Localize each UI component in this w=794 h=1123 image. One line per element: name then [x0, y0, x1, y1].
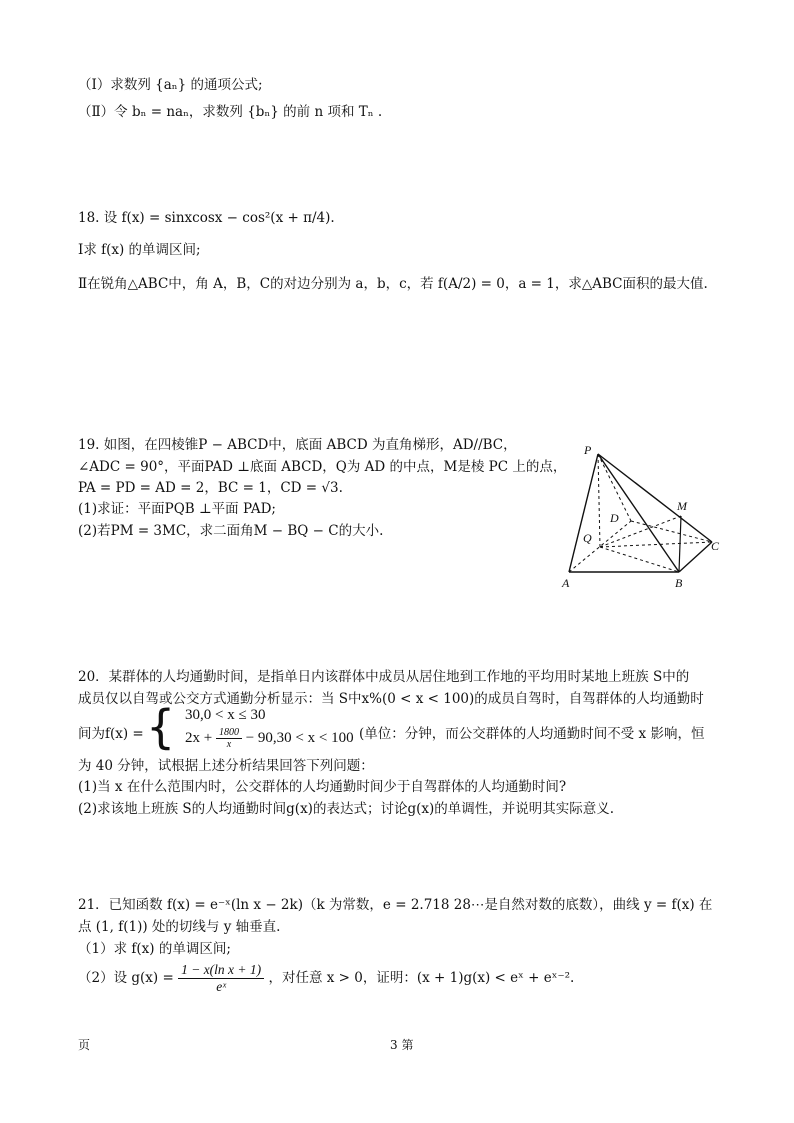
q19-part2: (2)若PM = 3MC，求二面角M − BQ − C的大小.	[78, 523, 384, 539]
q18-part1: Ⅰ求 f(x) 的单调区间;	[78, 242, 201, 258]
q21-part1: （1）求 f(x) 的单调区间;	[78, 941, 231, 957]
q17-part2: （Ⅱ）令 bₙ = naₙ，求数列 {bₙ} 的前 n 项和 Tₙ .	[78, 104, 383, 120]
q19-line2: ∠ADC = 90°，平面PAD ⊥底面 ABCD，Q为 AD 的中点，M是棱 PC 上的点，	[78, 459, 567, 475]
pyramid-figure	[548, 436, 738, 594]
q20-case2-fraction	[216, 727, 242, 750]
q20-case1: 30,0 < x ≤ 30	[185, 707, 266, 723]
q20-suffix: (单位：分钟，而公交群体的人均通勤时间不受 x 影响，恒	[359, 726, 705, 742]
q19-line3: PA = PD = AD = 2，BC = 1，CD = √3.	[78, 480, 343, 496]
label-Q: Q	[583, 531, 592, 545]
q20-case2	[185, 727, 354, 750]
q20-line2: 成员仅以自驾或公交方式通勤分析显示：当 S中x%(0 < x < 100)的成员自驾时，自驾群体的人均通勤时	[78, 691, 704, 707]
q19-part1: (1)求证：平面PQB ⊥平面 PAD;	[78, 501, 276, 517]
footer-page-number: 3 第	[390, 1038, 414, 1052]
q20-prefix: 间为f(x) =	[78, 726, 144, 742]
q21-fraction	[178, 962, 264, 995]
footer-left: 页	[78, 1038, 91, 1052]
q20-part1: (1)当 x 在什么范围内时，公交群体的人均通勤时间少于自驾群体的人均通勤时间?	[78, 779, 567, 795]
q17-part1: （Ⅰ）求数列 {aₙ} 的通项公式;	[78, 77, 263, 93]
q21-line1: 21．已知函数 f(x) = e⁻ˣ(ln x − 2k)（k 为常数，e = 2.718 28⋯是自然对数的底数），曲线 y = f(x) 在	[78, 897, 713, 913]
q21-part2	[78, 962, 574, 995]
q21-fraction-num: 1 − x(ln x + 1)	[178, 962, 264, 979]
q20-line1: 20．某群体的人均通勤时间，是指单日内该群体中成员从居住地到工作地的平均用时某地上班族 S中的	[78, 669, 690, 685]
q20-case2-a: 2x +	[185, 729, 213, 746]
q18-part2: Ⅱ在锐角△ABC中，角 A，B，C的对边分别为 a，b，c，若 f(A/2) = 0，a = 1，求△ABC面积的最大值.	[78, 276, 708, 292]
piecewise-brace: {	[146, 700, 176, 754]
q19-line1: 19. 如图，在四棱锥P − ABCD中，底面 ABCD 为直角梯形，AD//BC，	[78, 437, 517, 453]
label-A: A	[562, 576, 570, 590]
q20-case2-den: x	[226, 739, 232, 750]
q20-part2: (2)求该地上班族 S的人均通勤时间g(x)的表达式；讨论g(x)的单调性，并说明其实际意义.	[78, 801, 615, 817]
q20-case2-num: 1800	[216, 727, 242, 739]
label-P: P	[584, 443, 592, 457]
label-C: C	[711, 539, 720, 553]
label-D: D	[610, 511, 619, 525]
q20-case2-b: − 90,30 < x < 100	[245, 729, 354, 746]
q20-line4: 为 40 分钟，试根据上述分析结果回答下列问题：	[78, 758, 374, 774]
q21-line2: 点 (1, f(1)) 处的切线与 y 轴垂直.	[78, 919, 281, 935]
q21-part2-prefix: （2）设 g(x) =	[78, 970, 174, 986]
label-M: M	[677, 499, 687, 513]
q18-stem: 18. 设 f(x) = sinxcosx − cos²(x + π/4).	[78, 210, 335, 226]
q21-part2-suffix: ，对任意 x > 0，证明：(x + 1)g(x) < eˣ + eˣ⁻².	[268, 970, 575, 986]
label-B: B	[675, 576, 683, 590]
q21-fraction-den: eˣ	[216, 979, 227, 994]
